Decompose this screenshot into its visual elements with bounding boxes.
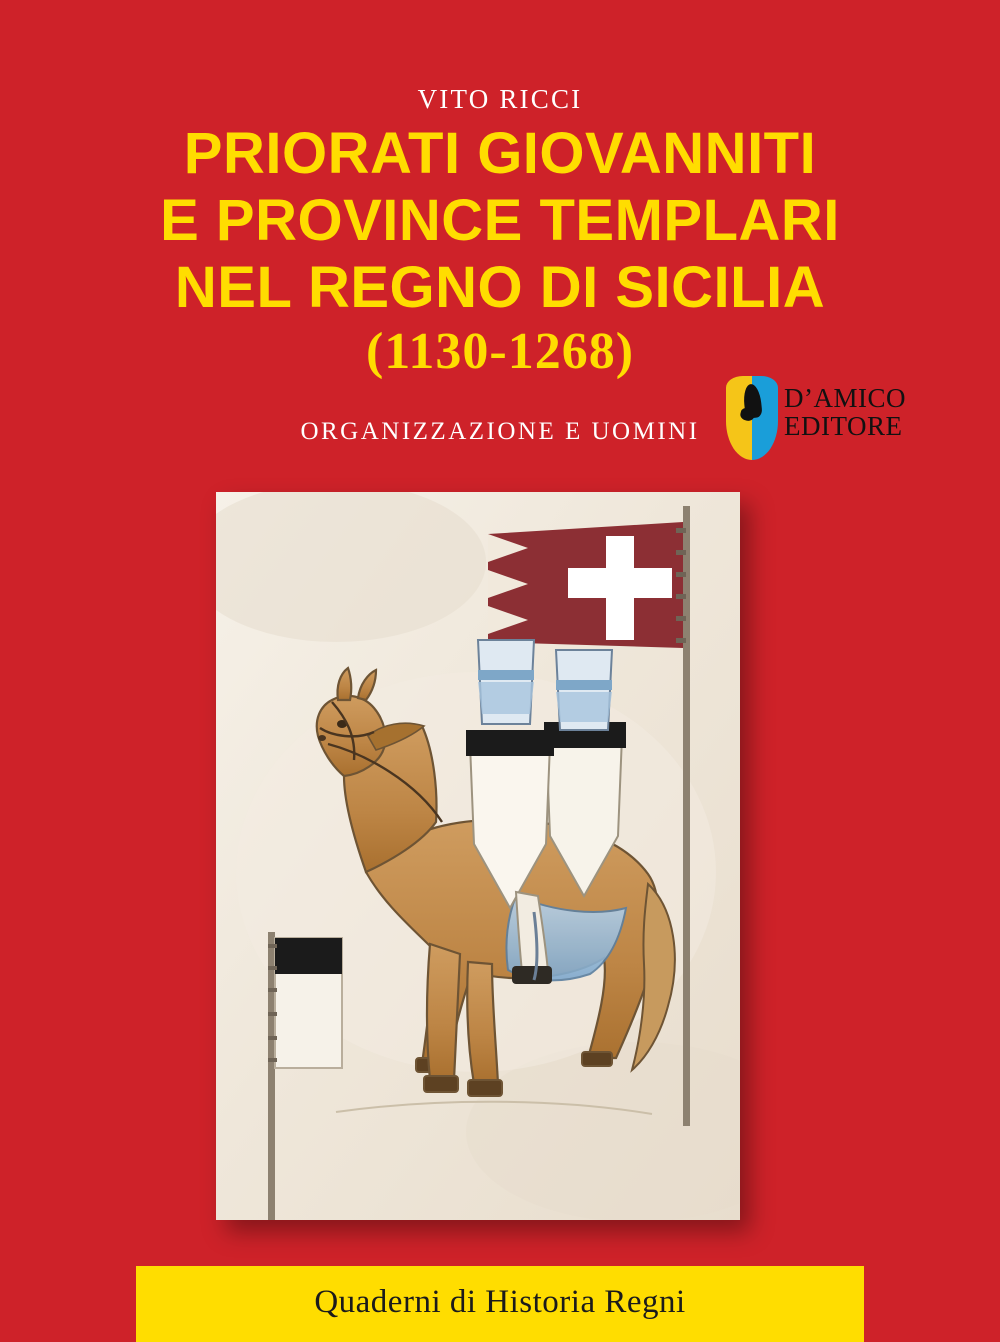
title-line-1: PRIORATI GIOVANNITI <box>183 121 817 186</box>
author-name: VITO RICCI <box>417 84 583 114</box>
book-subtitle: ORGANIZZAZIONE E UOMINI <box>300 418 700 445</box>
series-band <box>136 1266 864 1342</box>
title-line-2: E PROVINCE TEMPLARI <box>160 188 840 254</box>
publisher-name <box>784 384 906 441</box>
publisher-logo <box>718 372 928 464</box>
series-title: Quaderni di Historia Regni <box>314 1284 686 1320</box>
book-title <box>0 121 1000 381</box>
title-years: (1130-1268) <box>365 323 635 381</box>
publisher-name-line-1: D’AMICO <box>784 383 906 413</box>
title-line-3: NEL REGNO DI SICILIA <box>174 255 826 321</box>
knight-illustration-svg <box>216 492 740 1220</box>
publisher-name-line-2: EDITORE <box>784 411 903 442</box>
publisher-shield-icon <box>726 376 778 460</box>
cover-illustration <box>216 492 740 1220</box>
